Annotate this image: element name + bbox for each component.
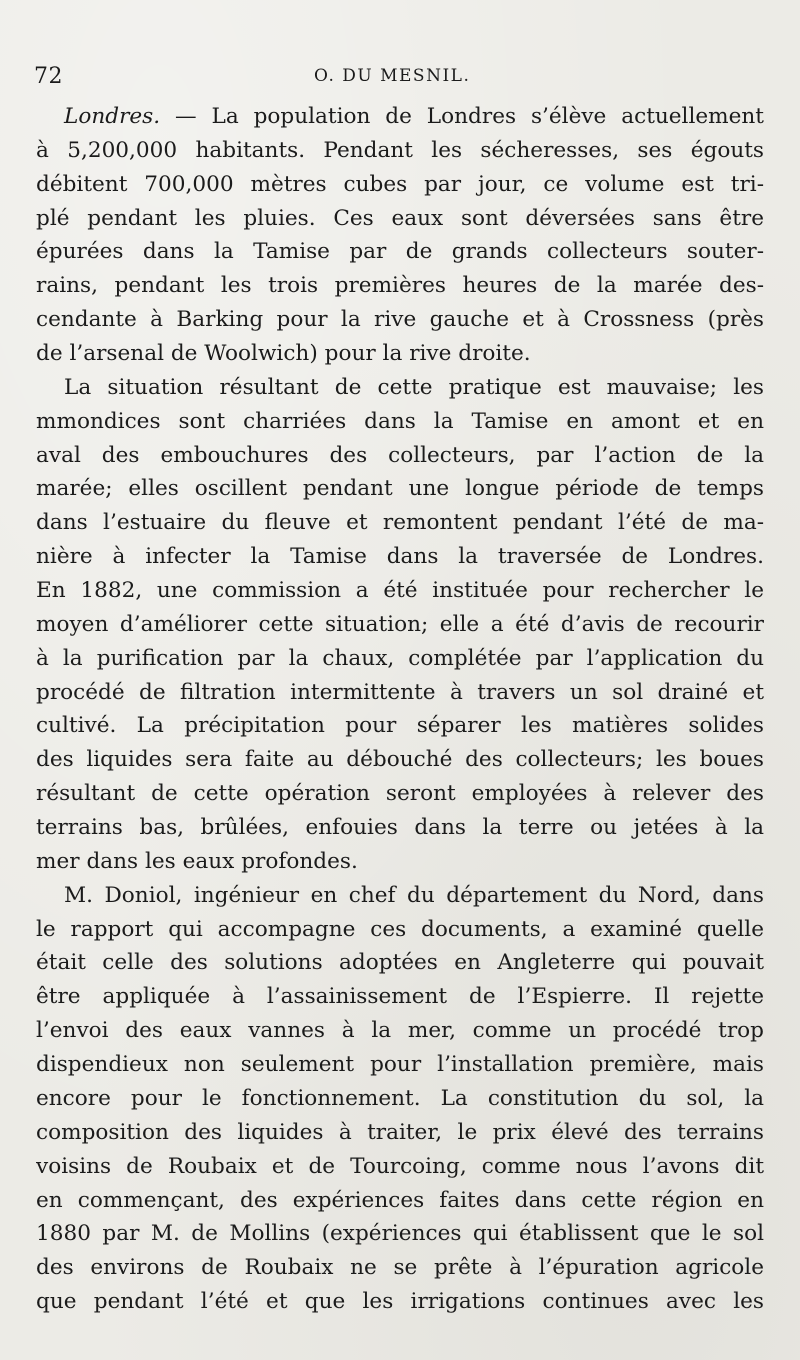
running-title: O. DU MESNIL. (314, 66, 471, 86)
text-line: dispendieux non seulement pour l’installation première, mais (36, 1052, 764, 1078)
text-line: le rapport qui accompagne ces documents, a examiné quelle (36, 916, 764, 942)
text-line: plé pendant les pluies. Ces eaux sont déversées sans être (36, 205, 764, 231)
text-line: dans l’estuaire du fleuve et remontent pendant l’été de ma- (36, 510, 764, 536)
text-line: encore pour le fonctionnement. La constitution du sol, la (36, 1085, 764, 1111)
text-line: de l’arsenal de Woolwich) pour la rive droite. (36, 341, 531, 367)
text-line: cendante à Barking pour la rive gauche et à Crossness (près (36, 307, 764, 333)
text-line: des environs de Roubaix ne se prête à l’épuration agricole (36, 1255, 764, 1281)
text-line: marée; elles oscillent pendant une longue période de temps (36, 476, 764, 502)
body-text (36, 100, 764, 1319)
text-line: épurées dans la Tamise par de grands collecteurs souter- (36, 239, 764, 265)
text-line: à 5,200,000 habitants. Pendant les sécheresses, ses égouts (36, 137, 764, 163)
text-line: mer dans les eaux profondes. (36, 848, 358, 874)
text-line: mmondices sont charriées dans la Tamise en amont et en (36, 408, 764, 434)
italic-lead-word: Londres. (64, 104, 161, 129)
text-line: l’envoi des eaux vannes à la mer, comme un procédé trop (36, 1018, 764, 1044)
text-line: aval des embouchures des collecteurs, par l’action de la (36, 442, 764, 468)
text-line: voisins de Roubaix et de Tourcoing, comme nous l’avons dit (36, 1153, 764, 1179)
text-line: M. Doniol, ingénieur en chef du département du Nord, dans (64, 882, 764, 908)
text-line: en commençant, des expériences faites dans cette région en (36, 1187, 764, 1213)
text-line: En 1882, une commission a été instituée pour rechercher le (36, 578, 764, 604)
running-head (34, 64, 774, 92)
text-line (36, 100, 764, 134)
line-text: — La population de Londres s’élève actuellement (160, 104, 764, 129)
text-line: 1880 par M. de Mollins (expériences qui établissent que le sol (36, 1221, 764, 1247)
text-line: cultivé. La précipitation pour séparer les matières solides (36, 713, 764, 739)
text-line: résultant de cette opération seront employées à relever des (36, 781, 764, 807)
text-line: des liquides sera faite au débouché des collecteurs; les boues (36, 747, 764, 773)
text-line: La situation résultant de cette pratique est mauvaise; les (64, 374, 764, 400)
text-line: que pendant l’été et que les irrigations continues avec les (36, 1289, 764, 1315)
text-line: moyen d’améliorer cette situation; elle a été d’avis de recourir (36, 611, 764, 637)
text-line: à la purification par la chaux, complétée par l’application du (36, 645, 764, 671)
text-line: terrains bas, brûlées, enfouies dans la terre ou jetées à la (36, 815, 764, 841)
text-line: procédé de filtration intermittente à travers un sol drainé et (36, 679, 764, 705)
text-line: rains, pendant les trois premières heures de la marée des- (36, 273, 764, 299)
text-line: nière à infecter la Tamise dans la traversée de Londres. (36, 544, 764, 570)
text-line: être appliquée à l’assainissement de l’Espierre. Il rejette (36, 984, 764, 1010)
text-line: débitent 700,000 mètres cubes par jour, ce volume est tri- (36, 171, 764, 197)
text-line: composition des liquides à traiter, le prix élevé des terrains (36, 1119, 764, 1145)
text-line: était celle des solutions adoptées en Angleterre qui pouvait (36, 950, 764, 976)
page-number: 72 (34, 64, 63, 89)
